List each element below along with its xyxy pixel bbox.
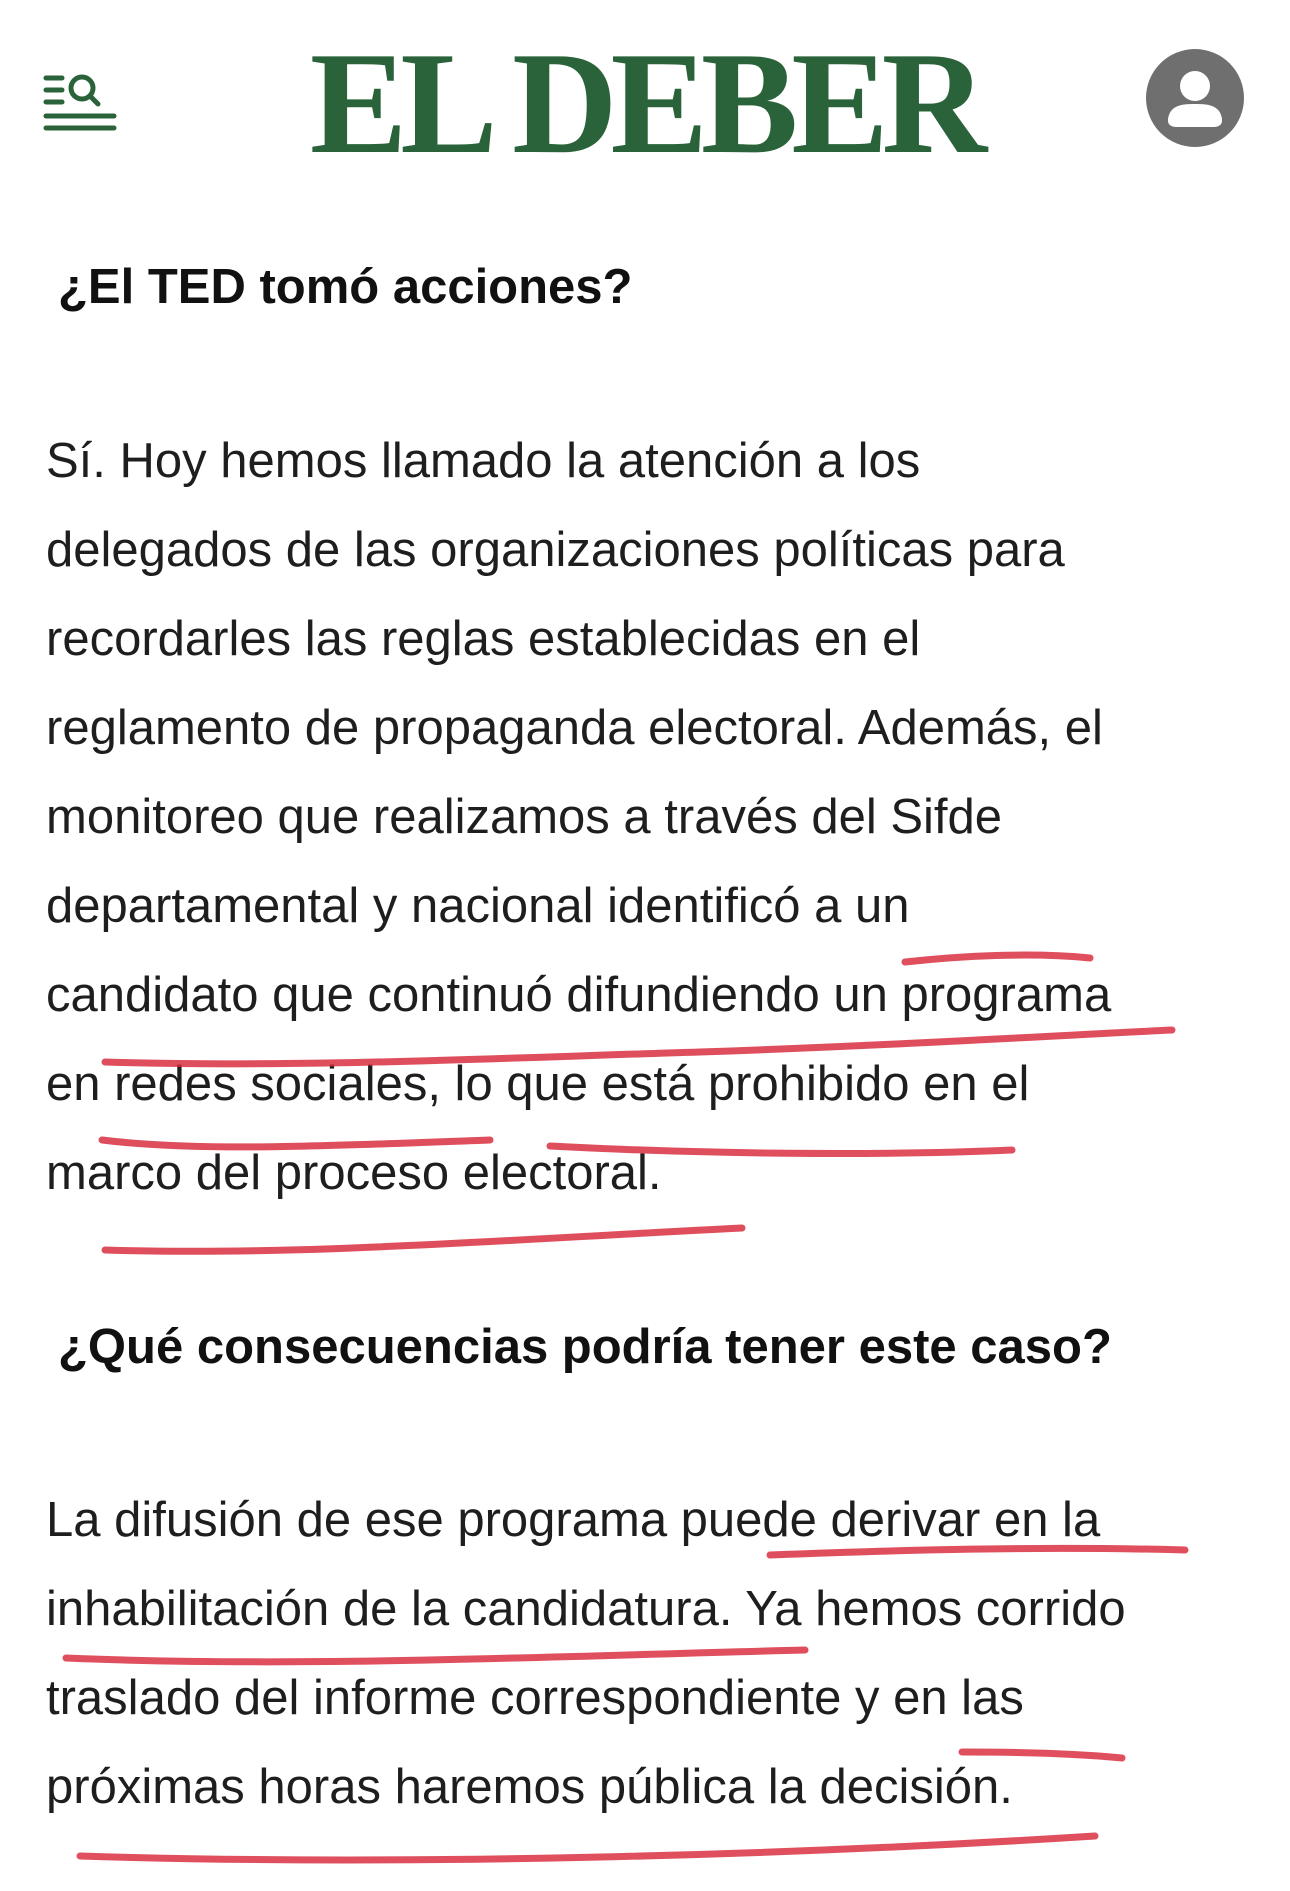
menu-search-button[interactable] [40,70,120,140]
paragraph-line: departamental y nacional identificó a un [46,879,910,933]
paragraph-line: próximas horas haremos pública la decisión. [46,1760,1013,1814]
red-underline-mark [80,1836,1095,1860]
paragraph-line: Sí. Hoy hemos llamado la atención a los [46,434,921,488]
paragraph-line: La difusión de ese programa puede derivar en la [46,1493,1101,1547]
red-underline-mark [66,1650,805,1662]
red-underline-mark [105,1228,742,1251]
section-heading: ¿Qué consecuencias podría tener este caso? [58,1320,1112,1374]
user-avatar-icon [1146,49,1244,147]
red-underline-mark [905,955,1090,962]
section-heading: ¿El TED tomó acciones? [58,260,633,314]
paragraph-line: marco del proceso electoral. [46,1146,662,1200]
menu-search-icon [40,70,120,140]
paragraph-line: reglamento de propaganda electoral. Además, el [46,701,1103,755]
paragraph-line: recordarles las reglas establecidas en el [46,612,921,666]
account-button[interactable] [1146,49,1244,147]
site-header [0,0,1290,200]
paragraph-line: monitoreo que realizamos a través del Sifde [46,790,1003,844]
paragraph-line: en redes sociales, lo que está prohibido en el [46,1057,1030,1111]
paragraph-line: inhabilitación de la candidatura. Ya hemos corrido [46,1582,1126,1636]
paragraph-line: delegados de las organizaciones políticas para [46,523,1065,577]
paragraph-line: candidato que continuó difundiendo un programa [46,968,1112,1022]
paragraph-line: traslado del informe correspondiente y en las [46,1671,1024,1725]
site-logo[interactable]: EL DEBER [309,22,981,184]
